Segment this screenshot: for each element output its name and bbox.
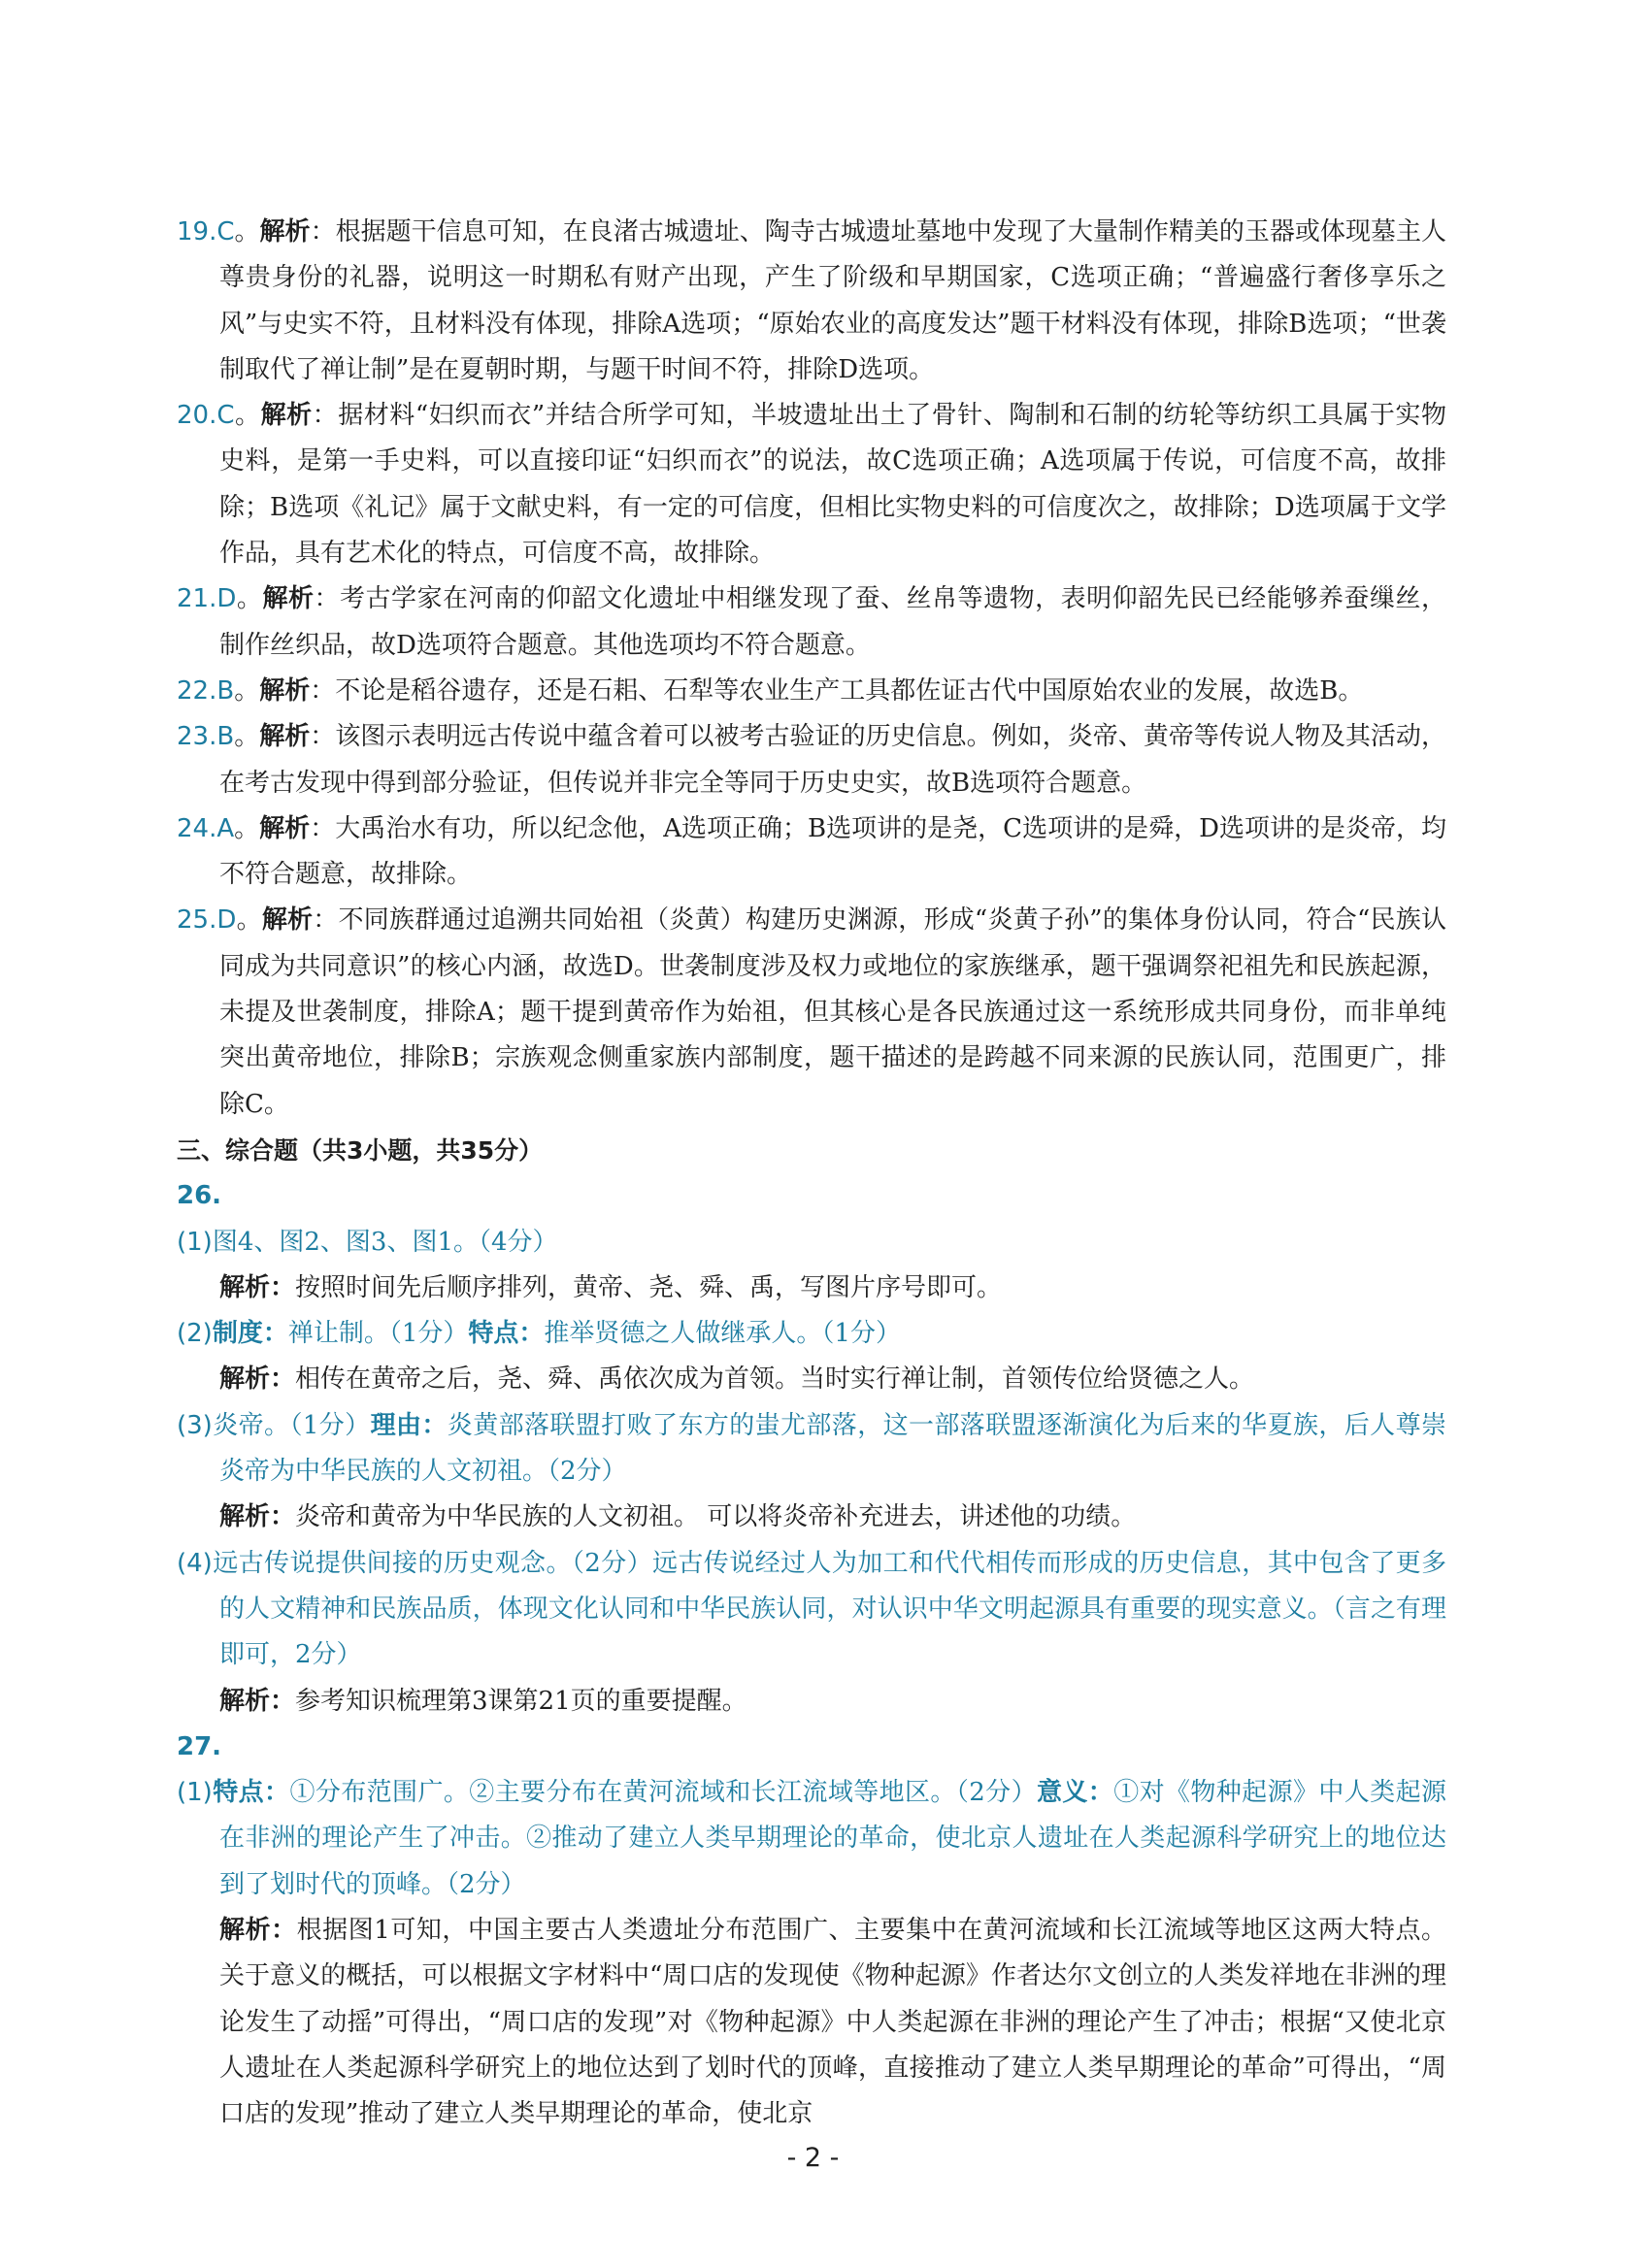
answer-text: 炎帝。（1分） [212, 1410, 371, 1440]
q27-part1-analysis [177, 1908, 1446, 2137]
q26-part3-answer [177, 1403, 1446, 1496]
analysis-label: 解析 [260, 401, 313, 431]
analysis-label: 解析 [259, 813, 311, 843]
part-number: (1) [177, 1778, 213, 1808]
part-number: (1) [177, 1227, 213, 1257]
analysis-text: 据材料“妇织而衣”并结合所学可知，半坡遗址出土了骨针、陶制和石制的纺轮等纺织工具属于实物史料，是第一手史料，可以直接印证“妇织而衣”的说法，故C选项正确；A选项属于传说，可信度不高，故排除；B选项《礼记》属于文献史料，有一定的可信度，但相比实物史料的可信度次之，故排除；D选项属于文学作品，具有艺术化的特点，可信度不高，故排除。 [219, 401, 1446, 569]
answer-label: 特点： [212, 1778, 290, 1808]
analysis-text: 炎帝和黄帝为中华民族的人文初祖。 可以将炎帝补充进去，讲述他的功绩。 [295, 1502, 1137, 1532]
answer-choice: D [216, 905, 237, 936]
answer-item-25: 25.D。解析：不同族群通过追溯共同始祖（炎黄）构建历史渊源，形成“炎黄子孙”的集体身份认同，符合“民族认同成为共同意识”的核心内涵，故选D。世袭制度涉及权力或地位的家族继承，题干强调祭祀祖先和民族起源，未提及世袭制度，排除A；题干提到黄帝作为始祖，但其核心是各民族通过这一系统形成共同身份，而非单纯突出黄帝地位，排除B；宗族观念侧重家族内部制度，题干描述的是跨越不同来源的民族认同，范围更广，排除C。 [177, 905, 1446, 1119]
answer-text: 炎黄部落联盟打败了东方的蚩尤部落，这一部落联盟逐渐演化为后来的华夏族，后人尊崇炎帝为中华民族的人文初祖。（2分） [219, 1410, 1446, 1487]
answer-text: ①分布范围广。②主要分布在黄河流域和长江流域等地区。（2分） [289, 1778, 1037, 1808]
q26-part4-answer [177, 1541, 1446, 1679]
analysis-label: 解析： [219, 1502, 296, 1532]
analysis-label: 解析： [219, 1915, 297, 1945]
question-number: 19. [177, 217, 217, 247]
page-number: - 2 - [786, 2143, 840, 2173]
answer-item-21: 21.D。解析：考古学家在河南的仰韶文化遗址中相继发现了蚕、丝帛等遗物，表明仰韶先民已经能够养蚕缫丝，制作丝织品，故D选项符合题意。其他选项均不符合题意。 [177, 584, 1446, 660]
analysis-label: 解析： [219, 1272, 296, 1302]
analysis-label: 解析： [219, 1364, 296, 1395]
question-number: 24. [177, 813, 217, 843]
question-number-26: 26. [177, 1181, 222, 1211]
answer-choice: A [216, 813, 235, 843]
part-number: (2) [177, 1319, 213, 1349]
analysis-label: 解析 [259, 722, 311, 752]
answer-label: 制度： [212, 1319, 288, 1349]
part-number: (4) [177, 1548, 213, 1578]
analysis-text: 按照时间先后顺序排列，黄帝、尧、舜、禹，写图片序号即可。 [295, 1272, 1003, 1302]
q26-part3-analysis [177, 1495, 1446, 1540]
q26-part4-analysis [177, 1679, 1446, 1725]
question-number: 23. [177, 722, 217, 752]
analysis-label: 解析 [262, 584, 315, 614]
question-number: 22. [177, 675, 217, 706]
answer-item-24: 24.A。解析：大禹治水有功，所以纪念他，A选项正确；B选项讲的是尧，C选项讲的是舜，D选项讲的是炎帝，均不符合题意，故排除。 [177, 813, 1446, 890]
answer-choice: C [216, 401, 235, 431]
q26-part2-answer [177, 1311, 1446, 1357]
question-number-27: 27. [177, 1731, 222, 1761]
analysis-text: 不同族群通过追溯共同始祖（炎黄）构建历史渊源，形成“炎黄子孙”的集体身份认同，符合“民族认同成为共同意识”的核心内涵，故选D。世袭制度涉及权力或地位的家族继承，题干强调祭祀祖先和民族起源，未提及世袭制度，排除A；题干提到黄帝作为始祖，但其核心是各民族通过这一系统形成共同身份，而非单纯突出黄帝地位，排除B；宗族观念侧重家族内部制度，题干描述的是跨越不同来源的民族认同，范围更广，排除C。 [219, 905, 1446, 1119]
answer-label: 意义： [1036, 1778, 1114, 1808]
q27-part1-answer [177, 1770, 1446, 1908]
answer-choice: C [216, 217, 235, 247]
question-number: 20. [177, 401, 217, 431]
analysis-text: 根据题干信息可知，在良渚古城遗址、陶寺古城遗址墓地中发现了大量制作精美的玉器或体现墓主人尊贵身份的礼器，说明这一时期私有财产出现，产生了阶级和早期国家，C选项正确；“普遍盛行奢侈享乐之风”与史实不符，且材料没有体现，排除A选项；“原始农业的高度发达”题干材料没有体现，排除B选项；“世袭制取代了禅让制”是在夏朝时期，与题干时间不符，排除D选项。 [219, 217, 1446, 384]
analysis-text: 该图示表明远古传说中蕴含着可以被考古验证的历史信息。例如，炎帝、黄帝等传说人物及其活动，在考古发现中得到部分验证，但传说并非完全等同于历史史实，故B选项符合题意。 [219, 722, 1446, 798]
section-heading: 三、综合题（共3小题，共35分） [177, 1135, 544, 1165]
q26-part2-analysis [177, 1357, 1446, 1402]
analysis-label: 解析： [219, 1686, 296, 1716]
analysis-text: 根据图1可知，中国主要古人类遗址分布范围广、主要集中在黄河流域和长江流域等地区这两大特点。关于意义的概括，可以根据文字材料中“周口店的发现使《物种起源》作者达尔文创立的人类发祥地在非洲的理论发生了动摇”可得出，“周口店的发现”对《物种起源》中人类起源在非洲的理论产生了冲击；根据“又使北京人遗址在人类起源科学研究上的地位达到了划时代的顶峰，直接推动了建立人类早期理论的革命”可得出，“周口店的发现”推动了建立人类早期理论的革命，使北京 [219, 1915, 1446, 2129]
answer-item-22: 22.B。解析：不论是稻谷遗存，还是石耜、石犁等农业生产工具都佐证古代中国原始农业的发展，故选B。 [177, 675, 1364, 706]
analysis-text: 大禹治水有功，所以纪念他，A选项正确；B选项讲的是尧，C选项讲的是舜，D选项讲的是炎帝，均不符合题意，故排除。 [219, 813, 1446, 890]
analysis-text: 相传在黄帝之后，尧、舜、禹依次成为首领。当时实行禅让制，首领传位给贤德之人。 [295, 1364, 1255, 1395]
answer-label: 特点： [468, 1319, 545, 1349]
answer-text: 图4、图2、图3、图1。（4分） [212, 1227, 558, 1257]
q26-part1-answer [177, 1220, 1446, 1265]
answer-choice: D [216, 584, 237, 614]
answer-text: ①对《物种起源》中人类起源在非洲的理论产生了冲击。②推动了建立人类早期理论的革命，使北京人遗址在人类起源科学研究上的地位达到了划时代的顶峰。（2分） [219, 1778, 1446, 1899]
analysis-text: 不论是稻谷遗存，还是石耜、石犁等农业生产工具都佐证古代中国原始农业的发展，故选B。 [335, 675, 1364, 706]
analysis-text: 参考知识梳理第3课第21页的重要提醒。 [295, 1686, 747, 1716]
answer-item-23: 23.B。解析：该图示表明远古传说中蕴含着可以被考古验证的历史信息。例如，炎帝、黄帝等传说人物及其活动，在考古发现中得到部分验证，但传说并非完全等同于历史史实，故B选项符合题意。 [177, 722, 1446, 798]
question-number: 21. [177, 584, 217, 614]
question-number: 25. [177, 905, 217, 936]
answer-choice: B [216, 722, 235, 752]
analysis-label: 解析 [259, 675, 311, 706]
part-number: (3) [177, 1410, 213, 1440]
answer-label: 理由： [370, 1410, 448, 1440]
answer-text: 远古传说提供间接的历史观念。（2分）远古传说经过人为加工和代代相传而形成的历史信息，其中包含了更多的人文精神和民族品质，体现文化认同和中华民族认同，对认识中华文明起源具有重要的现实意义。（言之有理即可，2分） [212, 1548, 1446, 1670]
answer-choice: B [216, 675, 235, 706]
answer-content [177, 210, 1446, 2137]
answer-text: 推举贤德之人做继承人。（1分） [544, 1319, 901, 1349]
analysis-label: 解析 [261, 905, 314, 936]
analysis-label: 解析 [259, 217, 311, 247]
answer-item-19: 19.C。解析：根据题干信息可知，在良渚古城遗址、陶寺古城遗址墓地中发现了大量制作精美的玉器或体现墓主人尊贵身份的礼器，说明这一时期私有财产出现，产生了阶级和早期国家，C选项正确；“普遍盛行奢侈享乐之风”与史实不符，且材料没有体现，排除A选项；“原始农业的高度发达”题干材料没有体现，排除B选项；“世袭制取代了禅让制”是在夏朝时期，与题干时间不符，排除D选项。 [177, 217, 1446, 384]
answer-text: 禅让制。（1分） [287, 1319, 469, 1349]
answer-item-20: 20.C。解析：据材料“妇织而衣”并结合所学可知，半坡遗址出土了骨针、陶制和石制的纺轮等纺织工具属于实物史料，是第一手史料，可以直接印证“妇织而衣”的说法，故C选项正确；A选项属于传说，可信度不高，故排除；B选项《礼记》属于文献史料，有一定的可信度，但相比实物史料的可信度次之，故排除；D选项属于文学作品，具有艺术化的特点，可信度不高，故排除。 [177, 401, 1446, 569]
q26-part1-analysis [177, 1265, 1446, 1311]
analysis-text: 考古学家在河南的仰韶文化遗址中相继发现了蚕、丝帛等遗物，表明仰韶先民已经能够养蚕缫丝，制作丝织品，故D选项符合题意。其他选项均不符合题意。 [219, 584, 1446, 660]
